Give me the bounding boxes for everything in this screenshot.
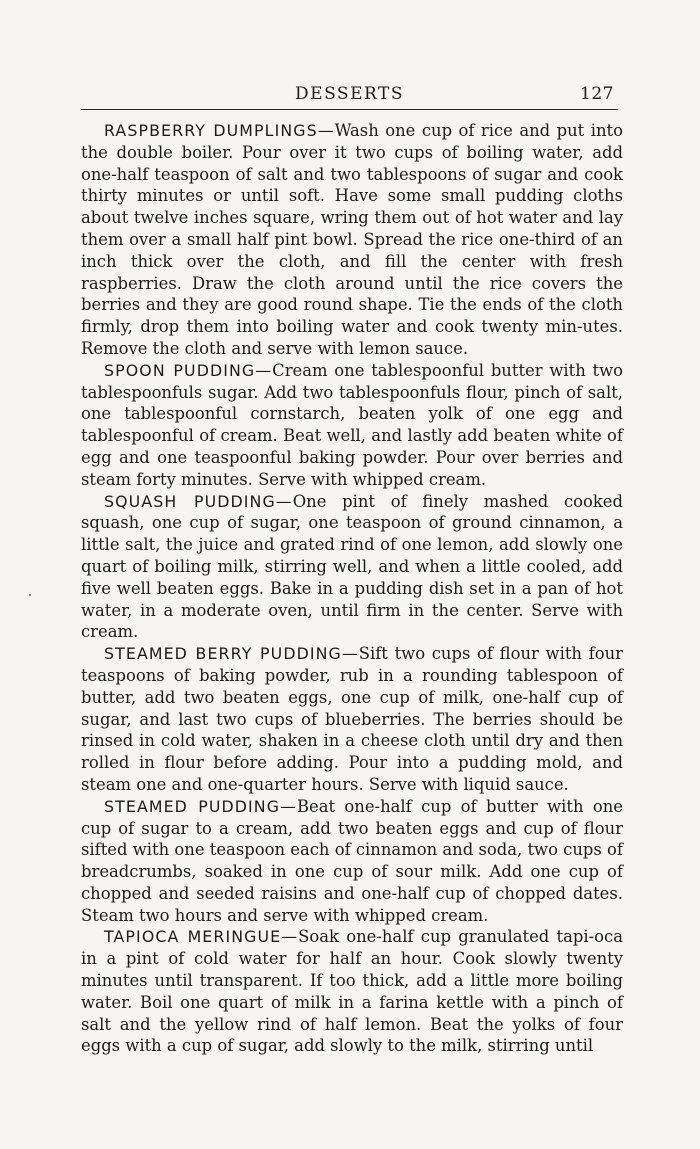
header-rule <box>81 109 618 110</box>
page-number: 127 <box>580 84 614 104</box>
recipe-steamed-berry-pudding <box>81 643 623 796</box>
margin-speck <box>29 594 31 596</box>
recipe-title: STEAMED PUDDING— <box>104 796 297 816</box>
recipe-raspberry-dumplings <box>81 120 623 360</box>
recipe-title: SPOON PUDDING— <box>104 360 273 380</box>
recipe-title: TAPIOCA MERINGUE— <box>104 927 299 947</box>
recipe-text: Beat one-half cup of butter with one cup of sugar to a cream, add two beaten eggs and cup of flour sifted with one teaspoon each of cinnamon and soda, two cups of breadcrumbs, soaked in one cup of sour milk. Add one cup of chopped and seeded raisins and one-half cup of chopped dates. Steam two hours and serve with whipped cream. <box>81 796 623 925</box>
recipe-text: Soak one-half cup granulated tapi-oca in a pint of cold water for half an hour. Cook slowly twenty minutes until transparent. If too thick, add a little more boiling water. Boil one quart of milk in a farina kettle with a pinch of salt and the yellow rind of half lemon. Beat the yolks of four eggs with a cup of sugar, add slowly to the milk, stirring until <box>81 927 623 1056</box>
recipe-tapioca-meringue <box>81 926 623 1057</box>
recipe-text: Sift two cups of flour with four teaspoons of baking powder, rub in a rounding tablespoon of butter, add two beaten eggs, one cup of milk, one-half cup of sugar, and last two cups of blueberries. The berries should be rinsed in cold water, shaken in a cheese cloth until dry and then rolled in flour before adding. Pour into a pudding mold, and steam one and one-quarter hours. Serve with liquid sauce. <box>81 644 623 794</box>
recipe-squash-pudding <box>81 491 623 644</box>
recipe-steamed-pudding <box>81 796 623 927</box>
recipe-spoon-pudding <box>81 360 623 491</box>
running-head: DESSERTS <box>295 84 404 104</box>
recipe-text: Cream one tablespoonful butter with two tablespoonfuls sugar. Add two tablespoonfuls flour, pinch of salt, one tablespoonful cornstarch, beaten yolk of one egg and tablespoonful of cream. Beat well, and lastly add beaten white of egg and one teaspoonful baking powder. Pour over berries and steam forty minutes. Serve with whipped cream. <box>81 360 624 489</box>
recipe-title: SQUASH PUDDING— <box>104 491 293 511</box>
recipe-title: STEAMED BERRY PUDDING— <box>104 644 359 664</box>
page-body <box>81 120 623 1057</box>
recipe-text: One pint of finely mashed cooked squash, one cup of sugar, one teaspoon of ground cinnamon, a little salt, the juice and grated rind of one lemon, add slowly one quart of boiling milk, stirring well, and when a little cooled, add five well beaten eggs. Bake in a pudding dish set in a pan of hot water, in a moderate oven, until firm in the center. Serve with cream. <box>81 491 624 642</box>
recipe-text: Wash one cup of rice and put into the double boiler. Pour over it two cups of boiling water, add one-half teaspoon of salt and two tablespoons of sugar and cook thirty minutes or until soft. Have some small pudding cloths about twelve inches square, wring them out of hot water and lay them over a small half pint bowl. Spread the rice one-third of an inch thick over the cloth, and fill the center with fresh raspberries. Draw the cloth around until the rice covers the berries and they are good round shape. Tie the ends of the cloth firmly, drop them into boiling water and cook twenty min-utes. Remove the cloth and serve with lemon sauce. <box>81 121 623 358</box>
recipe-title: RASPBERRY DUMPLINGS— <box>104 121 335 140</box>
page-header <box>81 84 618 108</box>
